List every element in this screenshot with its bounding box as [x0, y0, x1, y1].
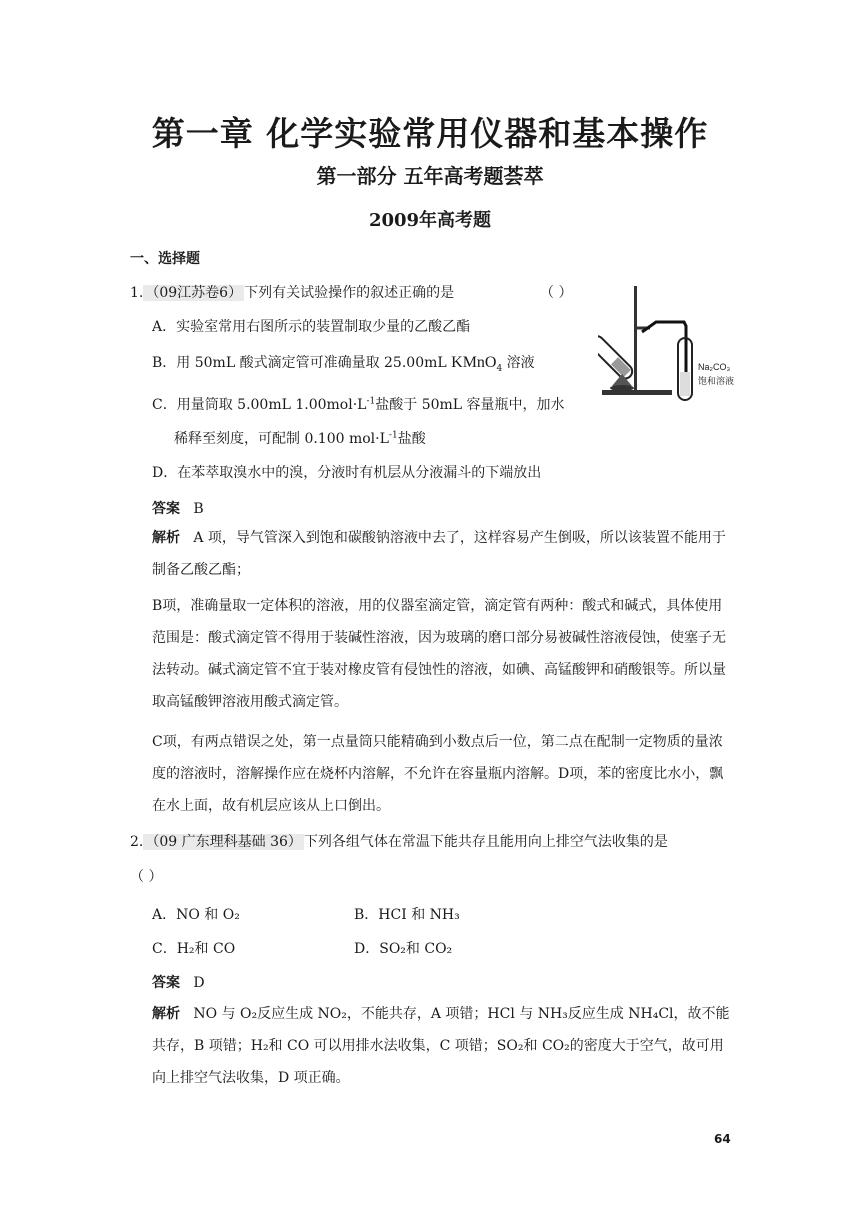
section-heading: 一、选择题: [130, 251, 200, 267]
question-number: 1.: [130, 285, 144, 301]
option-c: C．H₂和 CO: [152, 941, 236, 957]
analysis-1c: C项，有两点错误之处，第一点量筒只能精确到小数点后一位，第二点在配制一定物质的量浓度的溶液时，溶解操作应在烧杯内溶解，不允许在容量瓶内溶解。D项，苯的密度比水小，飘在水上面，故有机层应该从上口倒出。: [152, 734, 724, 814]
answer-1: 答案 B: [152, 501, 204, 517]
answer-bracket: （ ）: [130, 869, 163, 885]
part-subtitle: 第一部分 五年高考题荟萃: [316, 164, 544, 188]
figure-label-solution: 饱和溶液: [698, 376, 735, 386]
option-b: B．用 50mL 酸式滴定管可准确量取 25.00mL KMnO$_4$ 溶液: [152, 354, 535, 374]
option-a: A．NO 和 O₂: [152, 907, 240, 923]
answer-2: 答案 D: [152, 975, 205, 991]
option-d: D．在苯萃取溴水中的溴，分液时有机层从分液漏斗的下端放出: [152, 465, 542, 481]
option-a: A．实验室常用右图所示的装置制取少量的乙酸乙酯: [152, 319, 471, 335]
question-text: 下列有关试验操作的叙述正确的是: [244, 285, 455, 301]
ester-apparatus-figure: [598, 282, 738, 406]
option-c-line2: 稀释至刻度，可配制 0.100 $mol\cdot L^{-1}$盐酸: [174, 430, 426, 447]
answer-bracket: （ ）: [540, 285, 573, 301]
page-number: 64: [714, 1132, 731, 1146]
option-c-line1: C．用量筒取 5.00mL $1.00mol\cdot L^{-1}$盐酸于 50mL 容量瓶中，加水: [152, 396, 565, 413]
analysis-1a: 解析 A 项，导气管深入到饱和碳酸钠溶液中去了，这样容易产生倒吸，所以该装置不能用于制备乙酸乙酯；: [152, 530, 726, 578]
option-d: D．SO₂和 CO₂: [354, 941, 453, 957]
year-heading: 2009年高考题: [368, 210, 492, 231]
analysis-1b: B项，准确量取一定体积的溶液，用的仪器室滴定管，滴定管有两种：酸式和碱式，具体使用范围是：酸式滴定管不得用于装碱性溶液，因为玻璃的磨口部分易被碱性溶液侵蚀，使塞子无法转动。碱式滴定管不宜于装对橡皮管有侵蚀性的溶液，如碘、高锰酸钾和硝酸银等。所以量取高锰酸钾溶液用酸式滴定管。: [152, 598, 726, 710]
option-b: B．HCI 和 NH₃: [354, 907, 460, 923]
chapter-title: 第一章 化学实验常用仪器和基本操作: [151, 114, 709, 153]
question-1-stem: [130, 282, 454, 302]
analysis-2: 解析 NO 与 O₂反应生成 NO₂，不能共存，A 项错；HCl 与 NH₃反应生成 NH₄Cl，故不能共存，B 项错；H₂和 CO 可以用排水法收集，C 项错；SO₂和 CO₂的密度大于空气，故可用向上排空气法收集，D 项正确。: [152, 1006, 730, 1086]
figure-label-na2co3: Na₂CO₃: [698, 362, 731, 372]
question-source: （09 广东理科基础 36）: [145, 834, 302, 850]
question-2-stem: 2. （09 广东理科基础 36） 下列各组气体在常温下能共存且能用向上排空气法收集的是: [130, 834, 668, 850]
question-source: （09江苏卷6）: [145, 285, 243, 301]
